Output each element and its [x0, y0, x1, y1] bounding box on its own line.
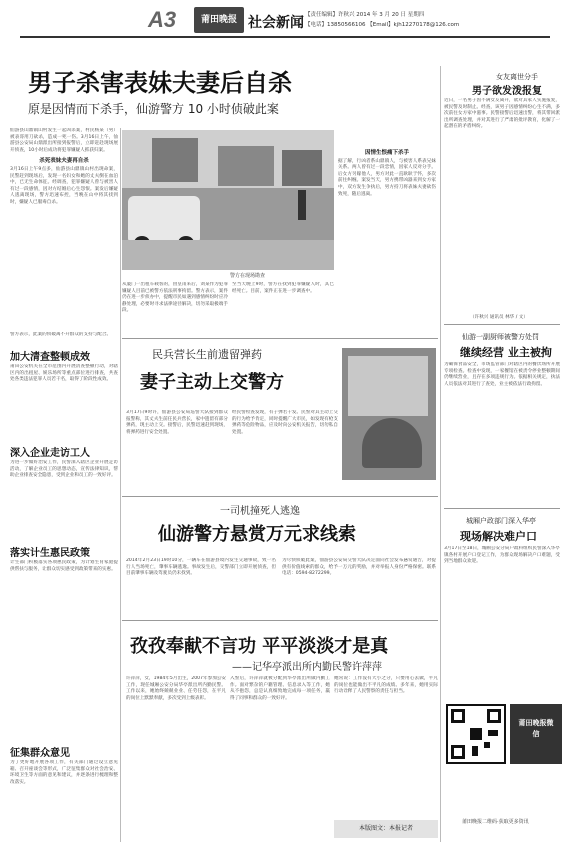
lead-subheadline: 原是因情而下杀手，仙游警方 10 小时侦破此案	[28, 102, 279, 116]
lead-text-1: 仙游县山鼎镇山村发生一起凶杀案，村民杨某（男）被表哥用刀砍杀，造成一死一伤。3月16日上午，仙游县公安局山鼎派出所接到报警后，立即赶赴现场展开侦查，10小时后成功将犯罪嫌疑人抓获归案。	[10, 128, 118, 153]
left-heading-3: 落实计生惠民政策	[10, 548, 90, 559]
right-kicker-2: 仙游一副厨师被警方处罚	[462, 333, 539, 341]
contact-line: 【电话】13850566106 【Email】kjh12270178@126.com	[305, 22, 460, 28]
right-text-2: 为确保食品安全，市场监管部门对辖区内的餐饮场所开展专项检查。检查中发现，一家餐馆在被责令停业整顿期间仍继续营业，且存在多项违规行为。依据相关规定，执法人员依法对其进行了查处，业主被依法行政拘留。	[444, 362, 560, 387]
right-kicker-1: 女友离世分手	[496, 73, 538, 81]
left-text-3: 计生部门积极落实各项惠民政策，为计划生育家庭提供帮扶与服务，让群众切实感受到政策带来的实惠。	[10, 560, 118, 572]
lead-headline: 男子杀害表妹夫妻后自杀	[28, 69, 292, 97]
divider-right	[440, 66, 441, 842]
left-text-4: 为了更好地开展各项工作，有关部门通过设立意见箱、召开座谈会等形式，广泛征集群众对社会治安、环境卫生等方面的意见和建议，并逐条进行梳理和整改落实。	[10, 760, 118, 785]
lead-photo	[122, 130, 334, 270]
qr-code	[446, 704, 506, 764]
left-text-1: 莆田公安机关在全市范围内开展清查整顿行动，对辖区内的出租屋、娱乐场所等重点部位进行排查，共查处各类违法犯罪人员若干名，取得了阶段性成效。	[10, 364, 118, 383]
lead-column-4	[338, 130, 436, 356]
story2-text-2: 经民警检查发现，有子弹若干发。民警对其主动上交的行为给予肯定，同时提醒广大市民，如发现有枪支弹药等危险物品，应及时向公安机关报告，切勿私自处置。	[232, 410, 338, 435]
qr-badge-text: 莆田晚报微信	[518, 719, 554, 738]
right-text-1: 近日，一名男子因不满女友离开，欲对其家人实施报复，被民警及时制止。经查，该男子因感情纠纷心生不满，多次前往女方家中滋事。民警接警后迅速出警，将其带回派出所调查处理，并对其进行了严肃的批评教育，化解了一起潜在的矛盾纠纷。	[444, 98, 560, 130]
story4-footer-text: 本版图文：本报记者	[358, 825, 413, 832]
story2-top-rule	[122, 338, 438, 339]
qr-footer-note: 莆田晚报二维码·获取更多资讯	[462, 819, 529, 825]
divider-left	[120, 128, 121, 842]
story3-headline: 仙游警方悬赏万元求线索	[158, 524, 356, 545]
story3-text-2: 为尽快侦破此案，仙游县公安局交警大队决定面向社会发布悬赏通告，对提供有价值线索的群众，给予一万元的奖励，并对举报人身份严格保密。联系电话：0594-8272299。	[282, 558, 436, 577]
right-headline-3: 现场解决难户口	[460, 530, 537, 543]
section-title: 社会新闻	[248, 15, 304, 31]
right-kicker-3: 城厢户政部门深入华亭	[466, 517, 536, 525]
right-note-1: （许秋兴 通讯员 林华 / 文）	[470, 315, 528, 320]
lead-column-3: 至当天晚上9时，警方在找到犯罪嫌疑人时，其已经死亡。目前，案件正在进一步调查中。	[232, 282, 334, 294]
story4-subheadline: ——记华亭派出所内勤民警许萍萍	[232, 662, 382, 673]
left-brief-top: 警方表示，此案的侦破离不开群众的支持与配合。	[10, 332, 112, 337]
story4-text-3: 她常说：工作没有大小之分，只要用心去做，平凡的岗位也能做出不平凡的成绩。多年来，她用实际行动诠释了人民警察的责任与担当。	[334, 676, 438, 695]
left-heading-2: 深入企业走访工人	[10, 448, 90, 459]
page-number: A3	[148, 7, 177, 32]
page-header	[0, 0, 570, 44]
right-rule-2	[444, 508, 560, 509]
lead-subhead-1: 杀死表妹夫妻再自杀	[39, 158, 89, 165]
story3-top-rule	[122, 496, 438, 497]
story3-kicker: 一司机撞死人逃逸	[220, 506, 300, 517]
left-text-2: 为进一步做好治安工作，民警深入辖区企业开展走访活动，了解企业员工的思想动态，宣传法律知识，帮助企业排查安全隐患，受到企业和员工的一致好评。	[10, 460, 118, 479]
lead-subhead-2: 因情生恨痛下杀手	[364, 150, 409, 156]
story3-text-1: 2014年2月23日19时10分，一辆车在仙游县境内发生交通事故，致一名行人当场死亡，肇事车辆逃逸。事故发生后，交警部门立即开展侦查，但目前肇事车辆及驾驶员仍未找到。	[126, 558, 276, 577]
story2-headline: 妻子主动上交警方	[140, 372, 284, 393]
logo-text: 莆田晚报	[200, 15, 237, 25]
right-text-3: 3月17日至18日，城厢公安分局户政科组织民警深入华亭镇各村开展户口登记工作，为群众现场解决户口难题，受到当地群众欢迎。	[444, 546, 560, 565]
right-headline-2: 继续经营 业主被拘	[460, 346, 552, 359]
story4-headline: 孜孜奉献不言功 平平淡淡才是真	[130, 636, 389, 657]
story4-text-1: 许萍萍，女，1984年5月出生，2007年参加公安工作，现任城厢公安分局华亭派出所内勤民警。工作以来，她始终兢兢业业、任劳任怨，在平凡的岗位上默默奉献，多次受到上级表彰。	[126, 676, 226, 701]
editor-line: 【责任编辑】许秋兴 2014 年 3 月 20 日 星期四	[305, 12, 425, 18]
right-headline-1: 男子欲发泼报复	[472, 86, 542, 97]
story4-footer-bar	[334, 820, 438, 838]
lead-column-2: 从厦门一出租车载客的，由皇甫来后，刘某作为犯罪嫌疑人目前已被警方依法刑事拘留。警方表示，案件仍在进一步侦办中，提醒市民如遇到感情纠纷时应冷静处理，必要时寻求法律途径解决，切勿采取极端手段。	[122, 282, 228, 314]
lead-text-4: 据了解，行凶者系山鼎镇人，与被害人系表兄妹关系。两人曾有过一段恋情，因家人反对分手。后女方另嫁他人，男方对此一直耿耿于怀，多次前往纠缠。案发当天，男方携带凶器来到女方家中，双方发生争执后，男方持刀将表妹夫妻砍伤致死，随后逃离。	[338, 158, 436, 197]
lead-column-1	[10, 128, 118, 356]
masthead-logo	[194, 7, 244, 33]
left-heading-4: 征集群众意见	[10, 748, 70, 759]
header-rule	[20, 36, 550, 38]
story2-text-1: 3月17日9时许，仙游县公安局巡警大队接到群众报警称，其丈夫生前任民兵营长，家中遗留有部分弹药，现主动上交。接警后，民警迅速赶到现场，将弹药进行安全处置。	[126, 410, 228, 435]
story4-top-rule	[122, 620, 438, 621]
right-rule-1	[444, 324, 560, 325]
qr-badge	[510, 704, 562, 764]
photo-caption: 警方在现场勘查	[230, 273, 266, 279]
story4-text-2: 入警后，许萍萍就被分配到华亭派出所做内勤工作。面对繁杂的户籍管理、信息录入等工作，她从不抱怨，总是认真细致地完成每一项任务，赢得了同事和群众的一致好评。	[230, 676, 330, 701]
lead-text-2: 3月16日上午9点多，仙游县山鼎镇山村出现命案，民警赶到现场后，发现一名妇女和她的丈夫倒在血泊中，已无生命体征。经调查，犯罪嫌疑人曾与被害人有过一段感情，因对方结婚后心生怨恨。案发后嫌疑人逃离现场，警方迅速布控，当晚在山中将其找到时，嫌疑人已服毒自杀。	[10, 166, 118, 205]
story2-photo	[342, 348, 436, 480]
story2-kicker: 民兵营长生前遗留弹药	[152, 348, 262, 361]
left-heading-1: 加大清查整顿成效	[10, 352, 90, 363]
